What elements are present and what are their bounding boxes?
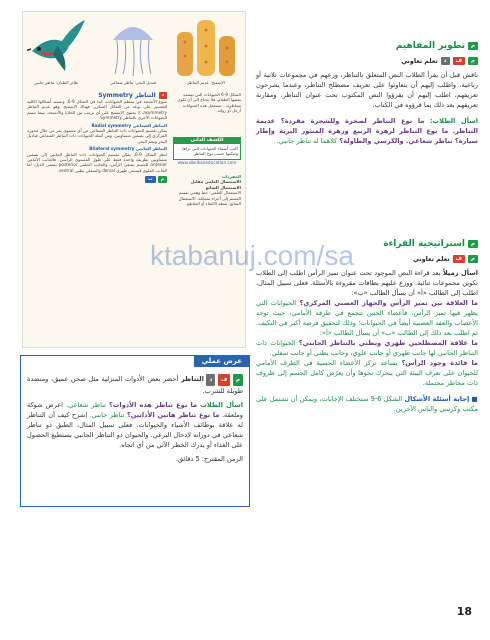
student-section-title: التناظر Symmetry [98,92,156,99]
vocab-title: المفردات [221,174,241,179]
hummingbird-image [27,16,89,76]
student-p2: يمكن تقسيم الحيوانات ذات التناظر الشعاعي من أي مستوى يمر من خلال محوره المركزي إلى نصفين متساويين، ومن أمثلة الحيوانات ذات التناظر الشعاعي قناديل البحر ونجم البحر. [27,128,167,144]
jellyfish-image [107,18,159,76]
concepts-title: تطوير المفاهيم [395,41,465,51]
student-p3: انظر الشكل 9-6، يمكن تقسيم الحيوانات ذات التناظر الجانبي إلى نصفين متساويين بطريقة واحدة فقط على طول المستوى الرأسي. فالجانب الأمامي anterior للجسم يسمى الرأس، والجانب الخلفي posterior يسمى الذيل، أما الجانب العلوي فيسمى ظهري dorsal والسفلي بطني ventral. [27,151,167,173]
strategy-q3: ما فائدة وجود الرأس؟ يساعد تركز الأعضاء الحسية في الطرف الأمامي للحيوان على تعرف البيئة التي يتحرك نحوها وأن يعرّض كامل الجسم إلى ظروف ذات مخاطر محتملة. [256,359,479,387]
strategy-q1: ما العلاقة بين تميز الرأس والجهاز العصبي المركزي؟ الحيوانات التي يظهر فيها تميز الرأس، فأعضاء الحس تتجمع في طرفه الأمامي، حيث توجد الأعصاب والعقد العصبية أيضاً في الحيوانات؛ وذلك لتحقيق فرصة أكبر في التكيف. ثم اطلب بعد ذلك إلى الطالب «ب» أن يسأل الطالب «أ»: [256,299,478,337]
self-check-title: الكشف الذاتي [173,137,241,144]
caption-sponge: الإسفنج: عديم التناظر [187,80,225,85]
strategy-paragraph: اسأل زميلاً بعد قراءة النص الموجود تحت عنوان تميز الرأس اطلب إلى الطلاب تكوين مجموعات ثنائية. ووزع عليهم بطاقات مقروءة بالأسئلة. فعلى سبيل المثال، اطلب إلى الطالب «أ» أن يسأل الطالب «ب»: [256,269,478,297]
radial-title: التناظر الشعاعي Radial symmetry [91,122,167,128]
vocab-term: الاستعمال العلمي مقابل الاستعمال الشائع [190,179,241,190]
demo-questions: اسأل الطلاب ما نوع تناظر هذه الأدوات؟ تناظر شعاعي. اعرض شوكة وملعقة. ما نوع تناظر هاتين الأداتين؟ تناظر جانبي. اشرح كيف أن التناظر له علاقة بوظائف الأشياء والحيوانات. فعلى سبيل المثال، الطبق ذو تناظر شعاعي في دورانه لإدخال البرغي، والحيوان ذو التناظر الجانبي يستطيع الحصول على الغذاء أو يدرك الخطر الآتي من أي اتجاه. [27,401,244,449]
concepts-section [256,40,478,146]
strategy-cooperative-label: تعلم تعاوني [413,255,450,263]
demo-box [20,355,250,507]
caption-bird: طائر الطنان: تناظر جانبي [33,80,79,85]
concepts-tag-m: م [468,42,478,50]
concepts-question: اسأل الطلاب: ما نوع التناظر لصخرة وللشجرة مفردة؟ عديمة التناظر. ما نوع التناظر لزهرة الربيع وزهرة المنثور البرية وإطار سيارة؟ تناظر شعاعي. والكرسي والطاولة؟ كلاهما له تناظر جانبي. [256,117,478,145]
figure-note: الشكل 9-6 الحيوانات التي تستمد بعضها الطعام، فلا تحتاج إلى أن تكون متناظرة... تستعمل هذه الحيوانات أرجل أو زوائد. [177,92,241,114]
caption-jelly: قنديل البحر: تناظر شعاعي [109,80,157,85]
strategy-heading: م استراتيجية القراءة [256,238,478,250]
sponge-image [173,16,241,78]
page-number: 18 [456,605,472,618]
concepts-paragraph: ناقش قبل أن يقرأ الطلاب النص المتعلق بالتناظر، وزعهم في مجموعات ثلاثية أو رباعية، واطلب إليهم أن يتعاونوا على تعريف مصطلح التناظر، وعندما يشرحون تعريفهم، اطلب إليهم أن يقرؤوا النص المكتوب تحت عنوان التناظر، ومقارنة تعريفهم بعد ذلك بما قرؤوه في الكتاب. [256,71,478,109]
concepts-subhead: م ف د تعلم تعاوني [256,55,478,67]
student-page [23,12,245,347]
self-check-text: اكتب أسماء الحيوانات التي تراها وصنّفها حسب نوع التناظر. [173,144,241,160]
strategy-section: م استراتيجية القراءة م ف تعلم تعاوني اسأل زميلاً بعد قراءة النص الموجود تحت عنوان تميز الرأس اطلب إلى الطلاب تكوين مجموعات ثنائية. ووزع عليهم بطاقات مقروءة بالأسئلة. فعلى سبيل المثال، اطلب إلى الطالب «أ» أن يسأل الطالب «ب»: ما العلاقة بين تميز الرأس والجهاز العصبي المركزي؟ الحيوانات التي يظهر فيها تميز الرأس، فأعضاء الحس تتجمع في طرفه الأمامي، حيث توجد الأعصاب والعقد العصبية أيضاً في الحيوانات؛ وذلك لتحقيق فرصة أكبر في التكيف. ثم اطلب بعد ذلك إلى الطالب «ب» أن يسأل الطالب «أ»: ما علاقة المصطلحين ظهري وبطني بالتناظر الجانبي؟ الحيوانات ذات التناظر الجانبي لها جانب ظهري أو جانب علوي، وجانب بطني أو جانب سفلي. ما فائدة وجود الرأس؟ يساعد تركز الأعضاء الحسية في الطرف الأمامي للحيوان على تعرف البيئة التي يتحرك نحوها وأن يعرّض كامل الجسم إلى ظروف ذات مخاطر محتملة. ■ إجابة أسئلة الأشكال الشكل 6-9 ستختلف الإجابات، ويمكن أن تشتمل على مكتب وكرسي والناس الآخرين. [256,239,479,413]
concepts-heading [256,40,478,52]
student-p1: تتنوع الأنسجة في معظم الحيوانات، كما في الشكل 9-6، وتستند أشكالها الكلية للتفسير على نوعه من التماثل المتكرر، فهناك الإسفنج، وهو عديم التناظر asymmetry، لا يحتوي الإسفنج على أي ترتيب بين الخلايا والأنسجة، بينما تتسم الحيوانات الأخرى بالتناظر Symmetry. [27,99,167,121]
vocab-text: الاستعمال العلمي: خط وهمي يقسم الجسم إلى أجزاء متماثلة. الاستعمال الشائع: نقطة الالتقاء أو التقاطع. [178,190,241,207]
strategy-title: استراتيجية القراءة [383,239,465,249]
bullet-icon: ■ [471,395,478,403]
self-check-link[interactable]: www.obeikaneducation.com [177,159,237,165]
demo-intro: م ف د التناظر أحضر بعض الأدوات المنزلية مثل صحن عميق، ومنضدة طويلة للشرب. [27,375,243,395]
strategy-q2: ما علاقة المصطلحين ظهري وبطني بالتناظر الجانبي؟ الحيوانات ذات التناظر الجانبي لها جانب ظهري أو جانب علوي، وجانب بطني أو جانب سفلي. [256,339,478,357]
demo-header: عرض عملي [194,355,250,367]
figures-answer: ■ إجابة أسئلة الأشكال الشكل 6-9 ستختلف الإجابات، ويمكن أن تشتمل على مكتب وكرسي والناس الآخرين. [256,395,478,413]
student-main-text: د التناظر Symmetry تتنوع الأنسجة في معظم الحيوانات، كما في الشكل 9-6، وتستند أشكالها الكلية للتفسير على نوعه من التماثل المتكرر، فهناك الإسفنج، وهو عديم التناظر asymmetry، لا يحتوي الإسفنج على أي ترتيب بين الخلايا والأنسجة، بينما تتسم الحيوانات الأخرى بالتناظر Symmetry. التناظر الشعاعي Radial symmetry يمكن تقسيم الحيوانات ذات التناظر الشعاعي من أي مستوى يمر من خلال محوره المركزي إلى نصفين متساويين، ومن أمثلة الحيوانات ذات التناظر الشعاعي قناديل البحر ونجم البحر. التناظر الجانبي Bilateral symmetry انظر الشكل 9-6، يمكن تقسيم الحيوانات ذات التناظر الجانبي إلى نصفين متساويين بطريقة واحدة فقط على طول المستوى الرأسي. فالجانب الأمامي anterior للجسم يسمى الرأس، والجانب الخلفي posterior يسمى الذيل، أما الجانب العلوي فيسمى ظهري dorsal والسفلي بطني ventral. م ت [27,92,167,183]
self-check-box [173,137,241,165]
vocabulary-box [173,174,241,206]
demo-time: الزمن المقترح: 5 دقائق. [175,455,243,463]
bilateral-title: التناظر الجانبي Bilateral symmetry [89,146,167,152]
watermark: ktabanuj.com/sa [150,240,354,271]
concepts-cooperative-label: تعلم تعاوني [401,57,438,65]
